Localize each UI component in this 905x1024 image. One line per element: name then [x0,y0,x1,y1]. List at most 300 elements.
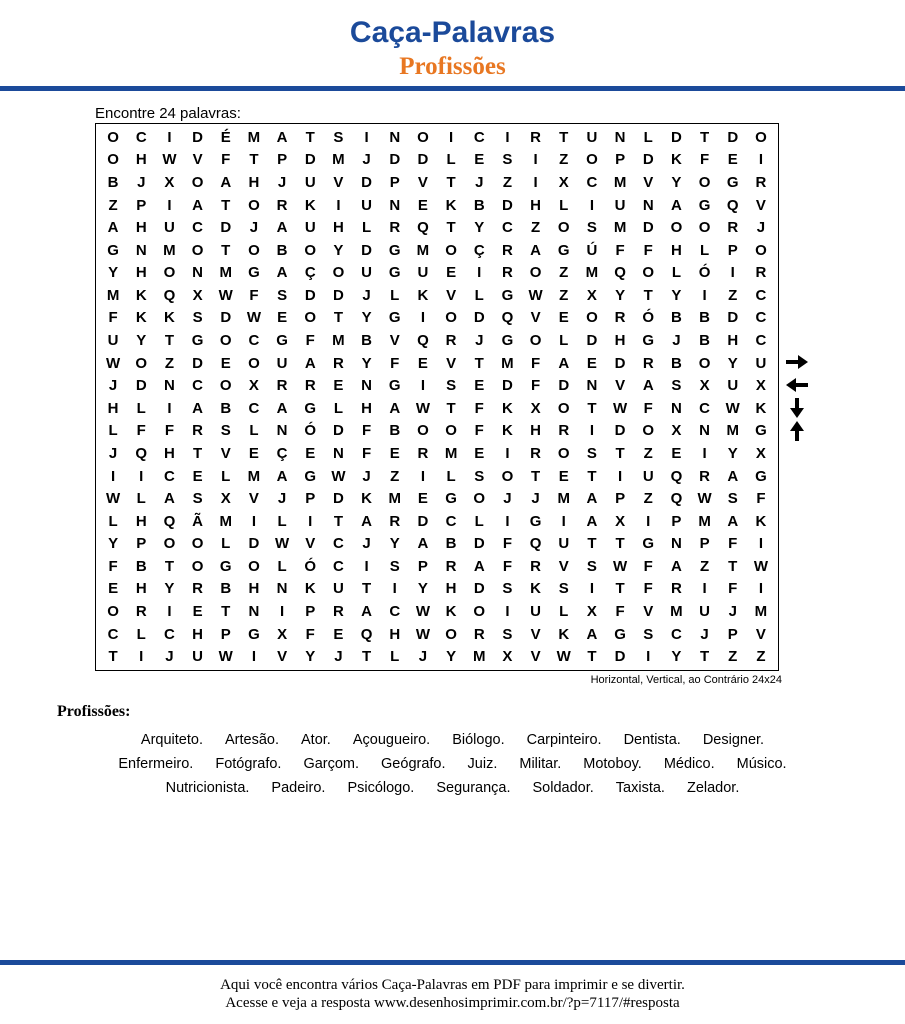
grid-letter: L [446,151,456,169]
grid-letter: J [165,648,174,666]
grid-letter: K [501,399,513,417]
grid-letter: O [557,399,570,417]
grid-letter: I [167,399,172,417]
grid-letter: C [332,535,344,553]
grid-letter: F [136,422,146,440]
grid-letter: F [108,309,118,327]
grid-letter: I [533,151,538,169]
grid-letter: M [247,128,261,146]
word-list [40,728,865,800]
grid-letter: Z [559,264,569,282]
grid-letter: N [192,264,203,282]
grid-letter: S [671,377,682,395]
grid-letter: P [699,535,710,553]
grid-letter: O [445,625,457,643]
grid-letter: S [727,490,738,508]
grid-letter: H [163,444,175,462]
grid-letter: T [699,648,710,666]
grid-letter: I [702,580,707,598]
word-list-heading: Profissões: [57,703,131,720]
grid-letter: T [361,580,372,598]
grid-letter: J [362,151,371,169]
grid-letter: M [585,264,599,282]
grid-letter: D [248,535,260,553]
grid-letter: D [361,241,372,259]
grid-letter: L [333,399,343,417]
grid-letter: A [361,512,372,530]
grid-letter: T [559,128,569,146]
grid-letter: J [137,173,146,191]
grid-letter: F [164,422,174,440]
grid-letter: L [249,422,259,440]
grid-letter: D [473,535,485,553]
grid-letter: E [220,354,231,372]
grid-letter: O [642,264,655,282]
grid-letter: I [251,648,256,666]
grid-letter: Z [728,648,738,666]
grid-letter: C [163,467,175,485]
grid-letter: T [221,603,231,621]
grid-letter: L [277,557,287,575]
grid-letter: O [191,173,204,191]
grid-letter: O [642,422,655,440]
grid-letter: A [586,512,598,530]
grid-letter: I [392,580,397,598]
word-list-item: Taxista. [615,780,665,796]
grid-letter: D [614,422,626,440]
grid-letter: R [642,354,654,372]
grid-letter: Z [643,490,653,508]
word-list-item: Carpinteiro. [526,732,602,748]
grid-letter: Y [615,286,626,304]
grid-letter: S [446,377,457,395]
grid-letter: C [332,557,344,575]
grid-letter: T [728,557,738,575]
grid-letter: S [389,557,400,575]
grid-letter: T [305,128,315,146]
grid-letter: D [361,173,372,191]
grid-letter: P [277,151,288,169]
grid-letter: V [643,173,654,191]
grid-letter: J [277,490,287,508]
grid-letter: M [219,264,232,282]
grid-letter: U [107,332,119,350]
grid-letter: E [474,151,485,169]
grid-letter: Y [108,535,119,553]
grid-letter: A [361,603,372,621]
grid-letter: J [362,467,371,485]
grid-letter: C [163,625,175,643]
grid-letter: G [107,241,119,259]
arrow-down-icon [786,396,808,419]
grid-letter: K [755,512,767,530]
grid-letter: A [192,196,203,214]
grid-letter: J [728,603,737,621]
grid-letter: Ú [586,241,598,259]
grid-letter: W [556,648,571,666]
grid-letter: D [670,128,682,146]
grid-letter: Z [164,354,174,372]
grid-letter: D [558,377,570,395]
grid-letter: L [390,286,400,304]
grid-letter: G [304,399,317,417]
grid-letter: D [332,490,344,508]
grid-letter: Y [474,219,485,237]
grid-letter: R [530,444,541,462]
grid-letter: X [220,490,231,508]
grid-letter: A [276,128,288,146]
grid-letter: O [107,128,119,146]
grid-letter: W [612,557,628,575]
grid-letter: P [615,151,626,169]
grid-letter: T [361,648,372,666]
grid-letter: T [333,309,343,327]
grid-letter: O [417,128,429,146]
grid-letter: Q [417,332,429,350]
grid-letter: L [671,264,681,282]
grid-letter: R [727,219,739,237]
grid-letter: Ó [642,309,655,327]
grid-letter: F [530,354,541,372]
grid-letter: B [445,535,457,553]
grid-letter: T [587,399,597,417]
grid-letter: A [727,512,739,530]
grid-letter: X [192,286,203,304]
grid-letter: X [615,512,626,530]
grid-letter: L [643,128,653,146]
grid-letter: B [220,399,232,417]
grid-letter: T [221,241,231,259]
grid-letter: V [305,535,316,553]
grid-letter: I [110,467,116,485]
grid-letter: B [107,173,119,191]
grid-letter: D [473,309,485,327]
word-list-item: Segurança. [436,780,511,796]
grid-letter: O [557,444,570,462]
grid-letter: N [361,377,372,395]
grid-letter: W [415,399,430,417]
grid-letter: W [331,467,346,485]
grid-letter: I [364,557,369,575]
grid-letter: F [728,580,738,598]
grid-letter: I [336,196,341,214]
grid-letter: W [415,603,430,621]
grid-letter: U [192,648,203,666]
grid-letter: F [474,399,484,417]
grid-letter: D [614,354,626,372]
grid-letter: M [726,422,739,440]
grid-letter: N [389,196,401,214]
grid-letter: W [274,535,290,553]
grid-letter: Z [502,173,512,191]
grid-letter: V [389,332,400,350]
grid-letter: B [670,309,682,327]
grid-letter: R [755,264,767,282]
grid-letter: Q [670,490,683,508]
grid-letter: G [642,332,655,350]
grid-letter: V [220,444,231,462]
grid-letter: C [755,309,767,327]
grid-letter: V [277,648,288,666]
grid-letter: Q [417,219,429,237]
grid-letter: T [587,467,597,485]
grid-letter: H [361,399,372,417]
grid-letter: C [699,399,710,417]
word-list-item: Músico. [736,756,787,772]
grid-letter: I [533,173,538,191]
grid-letter: E [727,151,738,169]
grid-letter: A [163,490,175,508]
grid-letter: H [135,151,147,169]
grid-letter: G [445,490,457,508]
grid-letter: J [418,648,428,666]
grid-letter: T [474,354,484,372]
grid-letter: J [334,648,343,666]
grid-letter: A [192,399,203,417]
grid-letter: F [756,490,766,508]
grid-letter: F [643,241,653,259]
grid-letter: Y [361,309,372,327]
grid-letter: G [755,467,767,485]
grid-letter: K [135,309,147,327]
grid-letter: N [670,399,682,417]
grid-letter: N [248,603,260,621]
grid-letter: T [221,196,231,214]
grid-letter: L [108,422,118,440]
grid-letter: J [362,535,371,553]
grid-letter: Z [728,286,738,304]
grid-letter: J [475,332,484,350]
grid-letter: K [445,196,457,214]
grid-letter: C [473,128,485,146]
grid-letter: L [361,219,372,237]
grid-letter: O [586,151,598,169]
grid-letter: F [615,241,625,259]
grid-letter: A [304,354,316,372]
word-list-item: Médico. [663,756,715,772]
grid-letter: J [531,490,540,508]
grid-letter: E [192,467,203,485]
grid-letter: I [589,196,594,214]
grid-letter: I [702,286,707,304]
grid-letter: D [473,580,485,598]
grid-letter: L [559,603,569,621]
grid-letter: O [698,219,711,237]
grid-letter: D [332,286,344,304]
grid-letter: U [642,467,654,485]
grid-letter: A [642,377,654,395]
grid-letter: A [276,264,288,282]
grid-letter: V [530,625,541,643]
grid-letter: P [727,241,738,259]
grid-letter: W [753,557,768,575]
grid-letter: G [276,332,288,350]
grid-letter: B [361,332,372,350]
grid-letter: O [445,309,457,327]
grid-letter: É [220,128,231,146]
grid-letter: G [755,422,767,440]
grid-letter: R [473,625,485,643]
grid-letter: O [107,603,119,621]
grid-letter: H [135,512,147,530]
grid-letter: H [670,241,682,259]
grid-letter: A [670,196,682,214]
grid-letter: R [614,309,626,327]
grid-letter: A [220,173,232,191]
grid-letter: X [530,399,541,417]
grid-letter: H [135,219,147,237]
grid-letter: Z [699,557,710,575]
grid-letter: Y [671,286,682,304]
grid-letter: B [473,196,485,214]
grid-letter: I [646,512,651,530]
grid-letter: L [559,196,569,214]
word-search-grid [95,123,779,671]
grid-letter: I [139,467,144,485]
top-divider [0,86,905,91]
grid-letter: S [643,625,654,643]
grid-letter: G [501,332,514,350]
grid-letter: B [276,241,288,259]
grid-letter: G [529,512,542,530]
grid-letter: Z [756,648,766,666]
grid-letter: E [417,354,428,372]
grid-letter: P [305,603,316,621]
grid-letter: G [388,309,401,327]
word-list-item: Nutricionista. [165,780,250,796]
grid-letter: U [558,535,570,553]
grid-letter: U [276,354,288,372]
grid-letter: O [557,219,570,237]
grid-letter: M [501,354,514,372]
grid-letter: C [248,399,260,417]
grid-letter: T [699,128,710,146]
grid-letter: F [108,557,118,575]
grid-letter: V [248,490,259,508]
grid-letter: X [586,603,597,621]
grid-letter: W [218,648,233,666]
grid-letter: A [107,219,119,237]
grid-letter: R [135,603,147,621]
grid-letter: H [332,219,344,237]
grid-letter: P [727,625,738,643]
grid-letter: O [163,264,176,282]
grid-letter: Y [333,241,344,259]
grid-letter: P [136,535,147,553]
grid-letter: N [389,128,401,146]
grid-letter: V [558,557,569,575]
grid-letter: A [473,557,485,575]
grid-letter: I [420,377,425,395]
grid-letter: D [501,196,513,214]
grid-letter: A [417,535,429,553]
grid-letter: I [167,196,172,214]
grid-letter: F [305,625,315,643]
word-list-item: Artesão. [225,732,279,748]
word-list-item: Militar. [519,756,562,772]
grid-letter: T [192,444,203,462]
grid-letter: A [530,241,541,259]
grid-letter: D [304,151,316,169]
grid-letter: F [728,535,738,553]
grid-letter: G [191,332,204,350]
grid-letter: K [361,490,372,508]
grid-letter: R [530,557,541,575]
grid-letter: K [755,399,767,417]
grid-letter: I [758,580,763,598]
grid-letter: I [420,467,425,485]
grid-letter: O [163,535,176,553]
grid-letter: G [219,557,232,575]
grid-letter: A [276,399,288,417]
grid-letter: E [417,196,428,214]
grid-letter: P [136,196,147,214]
grid-letter: V [417,173,428,191]
grid-letter: F [474,422,484,440]
grid-letter: S [502,151,513,169]
grid-letter: E [558,467,569,485]
grid-letter: T [615,535,625,553]
grid-letter: P [305,490,316,508]
grid-letter: H [135,264,147,282]
word-list-item: Padeiro. [271,780,326,796]
word-list-item: Dentista. [623,732,681,748]
grid-letter: T [530,467,541,485]
grid-letter: J [756,219,766,237]
grid-letter: C [755,286,767,304]
grid-letter: B [699,309,710,327]
grid-letter: H [614,332,626,350]
grid-letter: U [530,603,541,621]
grid-letter: C [107,625,119,643]
word-list-item: Arquiteto. [140,732,203,748]
grid-letter: M [472,648,486,666]
grid-letter: P [615,490,626,508]
grid-letter: O [332,264,345,282]
grid-letter: I [505,128,510,146]
grid-letter: O [248,354,260,372]
grid-letter: F [530,377,541,395]
grid-letter: A [670,557,682,575]
grid-letter: M [416,241,430,259]
grid-letter: I [477,264,482,282]
grid-letter: W [162,151,177,169]
grid-letter: R [558,422,570,440]
grid-letter: V [192,151,203,169]
grid-letter: G [614,625,626,643]
grid-letter: W [697,490,712,508]
grid-letter: S [474,467,485,485]
grid-letter: A [276,219,288,237]
grid-letter: D [614,648,626,666]
grid-letter: L [221,535,231,553]
grid-letter: N [332,444,344,462]
grid-letter: I [505,603,510,621]
grid-letter: X [671,422,682,440]
grid-letter: L [559,332,569,350]
word-list-item: Designer. [702,732,765,748]
grid-letter: C [248,332,260,350]
grid-letter: H [248,580,260,598]
grid-letter: U [163,219,175,237]
grid-letter: I [420,309,425,327]
grid-letter: S [333,128,344,146]
grid-letter: T [615,444,625,462]
grid-letter: C [389,603,401,621]
grid-letter: E [586,354,597,372]
grid-letter: R [699,467,710,485]
grid-letter: I [730,264,735,282]
